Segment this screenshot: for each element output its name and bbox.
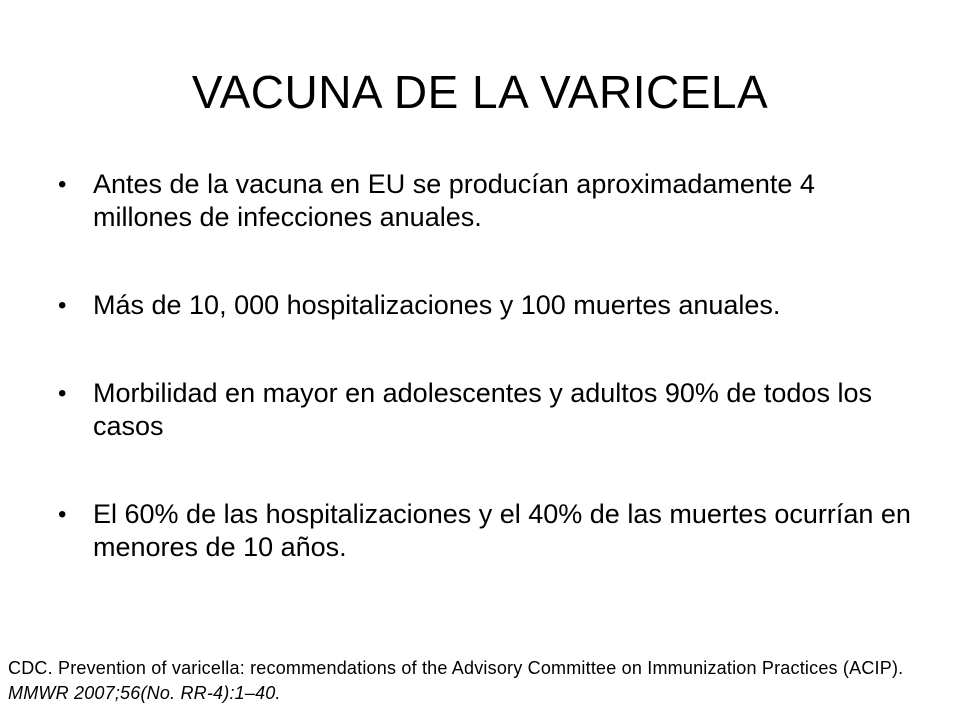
bullet-text: Morbilidad en mayor en adolescentes y adultos 90% de todos los casos — [93, 378, 872, 441]
bullet-item — [58, 289, 918, 322]
slide-title: VACUNA DE LA VARICELA — [191, 66, 769, 118]
bullet-text: El 60% de las hospitalizaciones y el 40% de las muertes ocurrían en menores de 10 años. — [93, 499, 911, 562]
bullet-item — [58, 498, 918, 564]
bullet-text: Antes de la vacuna en EU se producían aproximadamente 4 millones de infecciones anuales. — [93, 169, 815, 232]
bullet-list — [58, 168, 918, 619]
bullet-item — [58, 377, 918, 443]
citation-text: CDC. Prevention of varicella: recommendations of the Advisory Committee on Immunization Practices (ACIP). — [8, 658, 904, 678]
bullet-item — [58, 168, 918, 234]
bullet-icon: • — [58, 171, 67, 198]
bullet-icon: • — [58, 501, 67, 528]
citation — [8, 656, 948, 706]
bullet-text: Más de 10, 000 hospitalizaciones y 100 muertes anuales. — [93, 290, 781, 320]
bullet-icon: • — [58, 380, 67, 407]
citation-journal: MMWR 2007;56(No. RR-4):1–40. — [8, 683, 281, 703]
bullet-icon: • — [58, 292, 67, 319]
